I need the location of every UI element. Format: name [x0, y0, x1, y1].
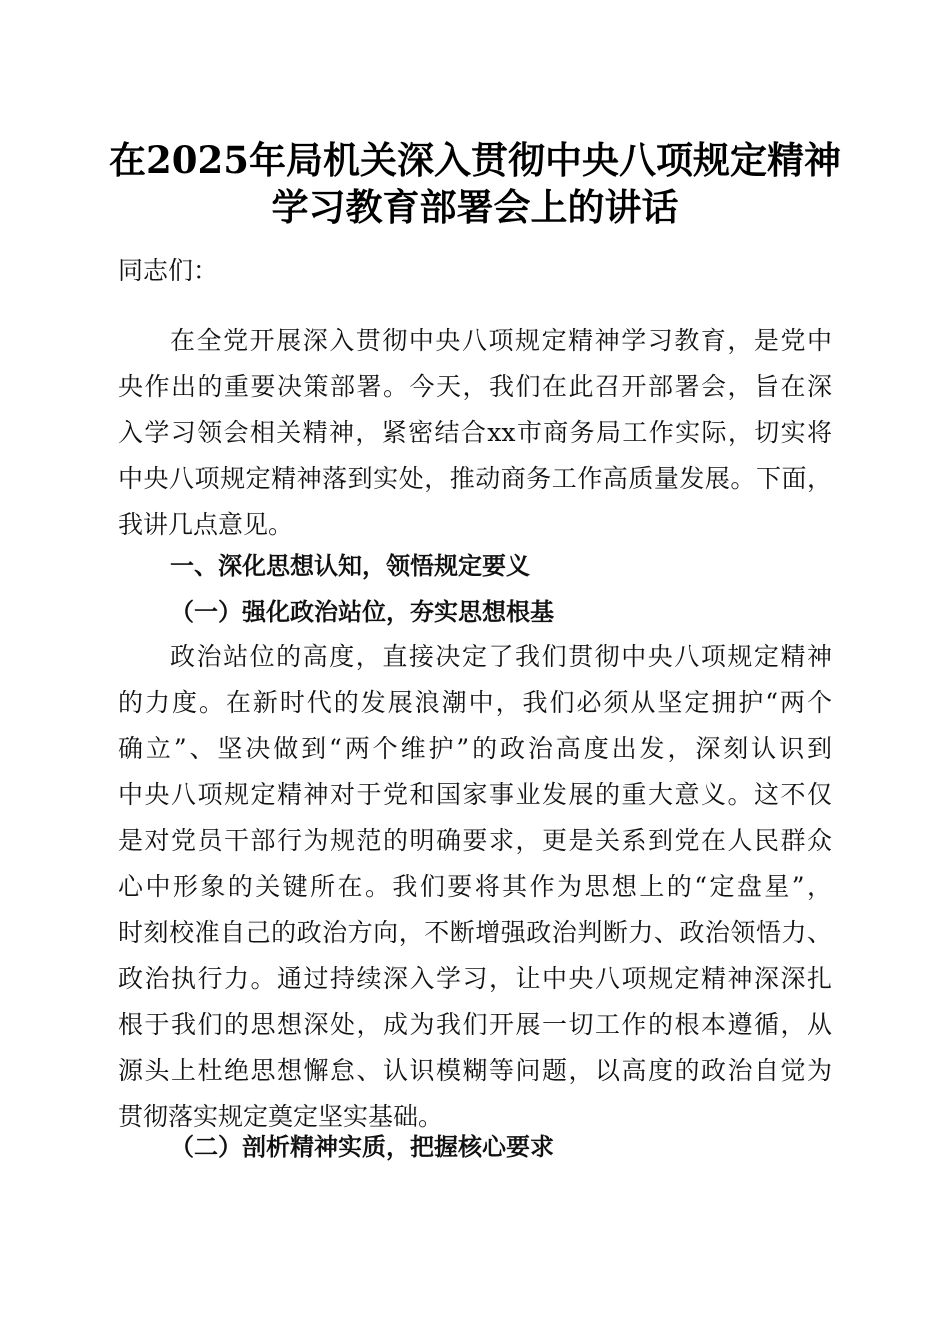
body-paragraph-line: 政治站位的高度，直接决定了我们贯彻中央八项规定精神: [170, 642, 832, 671]
subsection-heading: （一）强化政治站位，夯实思想根基: [170, 597, 554, 626]
body-paragraph-line: 心中形象的关键所在。我们要将其作为思想上的“定盘星”，: [118, 872, 832, 901]
salutation: 同志们：: [118, 256, 219, 285]
body-paragraph-line: 贯彻落实规定奠定坚实基础。: [118, 1102, 444, 1131]
body-paragraph-line: 确立”、坚决做到“两个维护”的政治高度出发，深刻认识到: [118, 734, 832, 763]
subsection-heading: （二）剖析精神实质，把握核心要求: [170, 1132, 554, 1161]
intro-paragraph-line: 央作出的重要决策部署。今天，我们在此召开部署会，旨在深: [118, 372, 832, 401]
body-paragraph-line: 中央八项规定精神对于党和国家事业发展的重大意义。这不仅: [118, 780, 832, 809]
section-heading: 一、深化思想认知，领悟规定要义: [170, 552, 530, 580]
intro-paragraph-line: 入学习领会相关精神，紧密结合xx市商务局工作实际，切实将: [118, 418, 832, 447]
body-paragraph-line: 源头上杜绝思想懈怠、认识模糊等问题，以高度的政治自觉为: [118, 1056, 832, 1085]
document-title-line-1: 在2025年局机关深入贯彻中央八项规定精神: [109, 138, 841, 182]
intro-paragraph-line: 我讲几点意见。: [118, 510, 294, 539]
document-title-line-2: 学习教育部署会上的讲话: [271, 185, 679, 229]
body-paragraph-line: 根于我们的思想深处，成为我们开展一切工作的根本遵循，从: [118, 1010, 832, 1039]
body-paragraph-line: 时刻校准自己的政治方向，不断增强政治判断力、政治领悟力、: [118, 918, 832, 947]
body-paragraph-line: 政治执行力。通过持续深入学习，让中央八项规定精神深深扎: [118, 964, 832, 993]
body-paragraph-line: 的力度。在新时代的发展浪潮中，我们必须从坚定拥护“两个: [118, 688, 832, 717]
body-paragraph-line: 是对党员干部行为规范的明确要求，更是关系到党在人民群众: [118, 826, 832, 855]
intro-paragraph-line: 在全党开展深入贯彻中央八项规定精神学习教育，是党中: [170, 326, 832, 355]
intro-paragraph-line: 中央八项规定精神落到实处，推动商务工作高质量发展。下面，: [118, 464, 832, 493]
